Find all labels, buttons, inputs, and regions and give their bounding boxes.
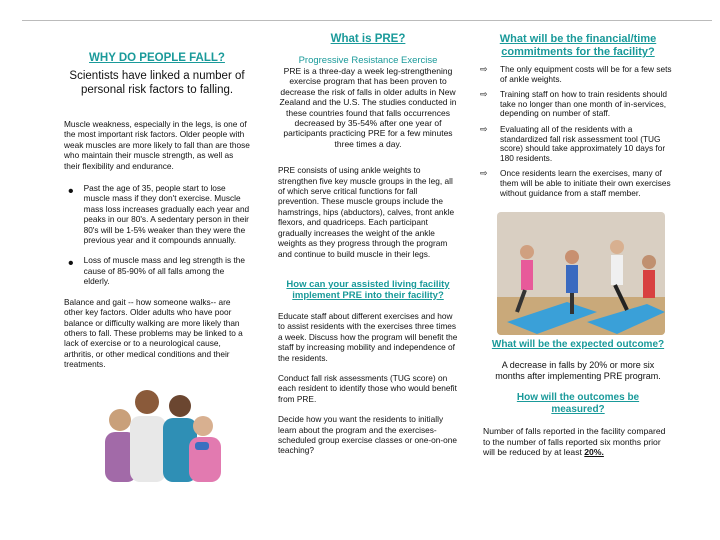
pre-description: PRE is a three-day a week leg-strengthening exercise program that has been proven to decrease the risk of falls in older adults in New Zealand and the U.S. The studies conducted in these countries found that falls occurrences decreased by 35-54% after one year of participants practicing PRE for a few minutes three times a day.: [279, 66, 457, 149]
muscle-weakness-text: Muscle weakness, especially in the legs, is one of the most important risk factors. Older people with weak muscles are more likely to fall than are those who maintain their muscle strength, as well as their flexibility and endurance.: [64, 119, 250, 171]
column-why-fall: [64, 52, 250, 370]
commitment-item: ⇨ Once residents learn the exercises, many of them will be able to initiate their own exercises without guidance from a staff member.: [480, 168, 671, 198]
heading-expected-outcome: What will be the expected outcome?: [491, 339, 665, 350]
arrow-icon: ⇨: [480, 123, 488, 134]
commitment-item: ⇨ The only equipment costs will be for a few sets of ankle weights.: [480, 64, 672, 84]
seniors-photo: [85, 372, 225, 482]
heading-why-fall: WHY DO PEOPLE FALL?: [89, 52, 225, 64]
arrow-icon: ⇨: [480, 89, 488, 100]
implement-step: Conduct fall risk assessments (TUG score) on each resident to identify those who would benefit from PRE.: [278, 372, 457, 404]
balance-gait-text: Balance and gait -- how someone walks-- are other key factors. Older adults who have poor balance or difficulty walking are more likely than others to fall. These problems may be linked to a lack of exercise or to a neurological cause, arthritis, or other medical conditions and their treatments.: [64, 296, 243, 370]
exercise-class-photo: [497, 212, 665, 335]
intro-text: Scientists have linked a number of personal risk factors to falling.: [69, 70, 245, 96]
measure-percent: 20%.: [584, 447, 604, 457]
measurement-text: Number of falls reported in the facility compared to the number of falls reported six months prior will be reduced by at least 20%.: [483, 426, 666, 457]
implement-step: Decide how you want the residents to initially learn about the program and the exercises- scheduled group exercise classes or one-on-one teaching?: [278, 414, 457, 456]
implement-step: Educate staff about different exercises and how to assist residents with the exercises three times a week. Discuss how the program will benefit the staff by increasing mobility and independence of the residents.: [278, 310, 458, 363]
heading-what-is-pre: What is PRE?: [330, 33, 406, 45]
arrow-icon: ⇨: [480, 168, 488, 179]
pre-details: PRE consists of using ankle weights to strengthen five key muscle groups in the leg, all of which serve critical functions for fall prevention. These muscle groups include the hamstrings, hips (abductors), calves, front ankle flexors, and quadriceps. Each participant gradually increases the weight of the ankle weights as they progress through the program and continue to build muscle in their legs.: [278, 165, 455, 259]
arrow-icon: ⇨: [480, 64, 488, 74]
commitment-item: ⇨ Evaluating all of the residents with a standardized fall risk assessment tool (TUG score) should take approximately 10 days for 180 residents.: [480, 123, 666, 163]
expected-outcome-text: A decrease in falls by 20% or more six months after implementing PRE program.: [495, 360, 661, 381]
heading-commitments: What will be the financial/time commitments for the facility?: [499, 33, 657, 58]
commitment-item: ⇨ Training staff on how to train residents should take no longer than one month of in-services, depending on number of staff.: [480, 89, 667, 119]
column-what-is-pre: [278, 33, 458, 456]
bullet-item: • Loss of muscle mass and leg strength is the cause of 85-90% of all falls among the elderly.: [68, 255, 246, 287]
bullet-item: • Past the age of 35, people start to lose muscle mass if they don't exercise. Muscle mass loss increases gradually each year and peaks in our 80's. A sedentary person in their 80's will be 1-5% weaker than they were the previous year and it compounds annually.: [68, 183, 250, 246]
column-commitments: [480, 33, 676, 198]
heading-implement: How can your assisted living facility implement PRE into their facility?: [286, 278, 450, 301]
top-divider: [22, 20, 712, 21]
heading-how-measured: How will the outcomes be measured?: [516, 392, 640, 415]
subheading-pre: Progressive Resistance Exercise: [298, 55, 438, 66]
outcome-section: [483, 339, 673, 458]
